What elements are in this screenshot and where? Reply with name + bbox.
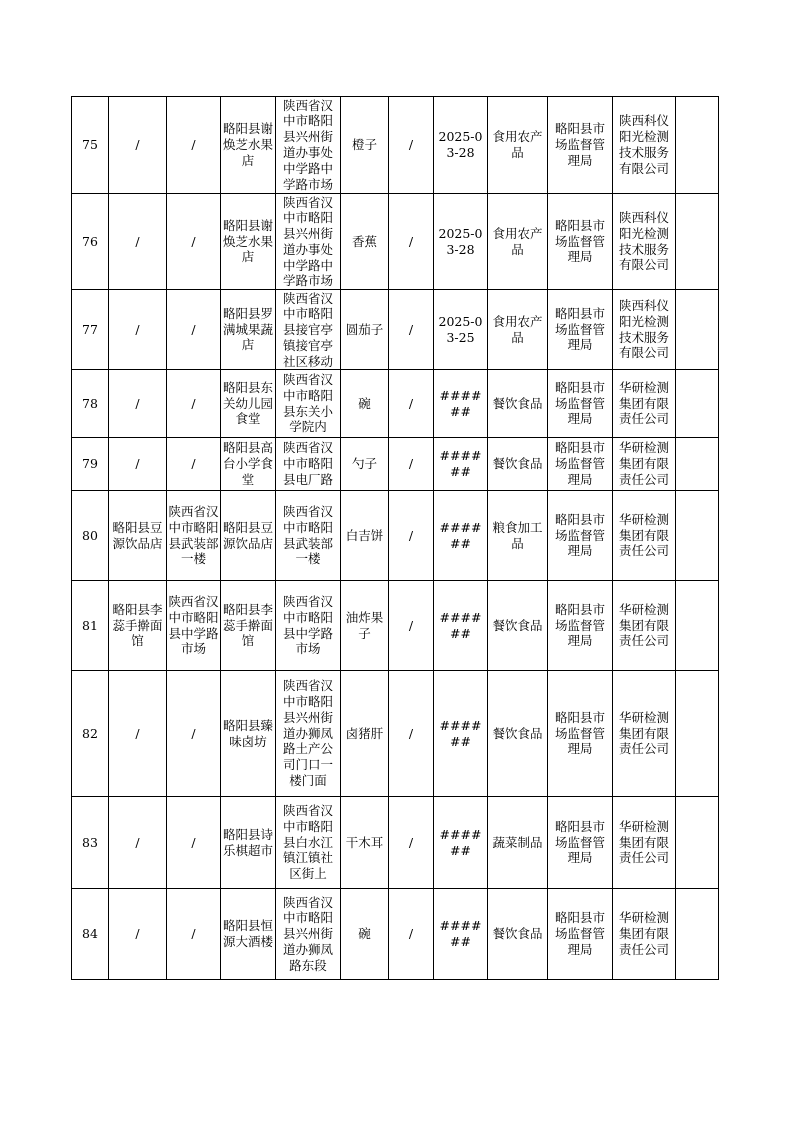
task-agency: 略阳县市场监督管理局 — [548, 581, 613, 671]
remarks — [676, 370, 719, 438]
producer-name: / — [109, 671, 167, 797]
table-row — [72, 194, 719, 290]
table-row — [72, 581, 719, 671]
sampled-store-address — [276, 438, 341, 491]
specification: / — [389, 889, 434, 980]
production-date: ###### — [434, 491, 488, 581]
food-category: 粮食加工品 — [488, 491, 548, 581]
remarks — [676, 194, 719, 290]
store-address-text: 陕西省汉中市略阳县接官亭镇接官亭社区移动 — [282, 290, 333, 369]
row-number: 79 — [72, 438, 109, 491]
producer-name: / — [109, 438, 167, 491]
testing-lab: 陕西科仪阳光检测技术服务有限公司 — [613, 97, 676, 194]
sampled-store-name: 略阳县谢焕芝水果店 — [221, 97, 276, 194]
sample-name: 干木耳 — [341, 797, 389, 889]
row-number: 83 — [72, 797, 109, 889]
sampled-store-address — [276, 581, 341, 671]
producer-address: / — [167, 370, 221, 438]
store-address-text: 陕西省汉中市略阳县白水江镇江镇社区街上 — [282, 803, 333, 882]
specification: / — [389, 797, 434, 889]
store-address-text: 陕西省汉中市略阳县兴州街道办狮凤路东段 — [282, 894, 333, 973]
remarks — [676, 581, 719, 671]
specification: / — [389, 491, 434, 581]
row-number: 78 — [72, 370, 109, 438]
sample-name: 橙子 — [341, 97, 389, 194]
production-date: ###### — [434, 581, 488, 671]
row-number: 81 — [72, 581, 109, 671]
task-agency: 略阳县市场监督管理局 — [548, 370, 613, 438]
task-agency: 略阳县市场监督管理局 — [548, 889, 613, 980]
sample-name: 碗 — [341, 889, 389, 980]
producer-name: / — [109, 97, 167, 194]
production-date: ###### — [434, 671, 488, 797]
table-row — [72, 438, 719, 491]
food-category: 餐饮食品 — [488, 889, 548, 980]
sampled-store-name: 略阳县臻味卤坊 — [221, 671, 276, 797]
sampled-store-address — [276, 671, 341, 797]
sampled-store-name: 略阳县高台小学食堂 — [221, 438, 276, 491]
task-agency: 略阳县市场监督管理局 — [548, 671, 613, 797]
specification: / — [389, 581, 434, 671]
remarks — [676, 97, 719, 194]
sampled-store-name: 略阳县罗满城果蔬店 — [221, 290, 276, 370]
table-row — [72, 671, 719, 797]
production-date: ###### — [434, 797, 488, 889]
specification: / — [389, 671, 434, 797]
producer-address: / — [167, 671, 221, 797]
sample-name: 勺子 — [341, 438, 389, 491]
store-address-text: 陕西省汉中市略阳县武装部一楼 — [282, 503, 333, 567]
store-address-text: 陕西省汉中市略阳县兴州街道办狮凤路土产公司门口一楼门面 — [282, 678, 333, 788]
production-date: ###### — [434, 370, 488, 438]
remarks — [676, 797, 719, 889]
production-date: 2025-03-28 — [434, 194, 488, 290]
sampled-store-address — [276, 491, 341, 581]
specification: / — [389, 194, 434, 290]
producer-name: / — [109, 194, 167, 290]
producer-name: / — [109, 797, 167, 889]
producer-address: / — [167, 97, 221, 194]
row-number: 82 — [72, 671, 109, 797]
production-date: 2025-03-25 — [434, 290, 488, 370]
food-category: 食用农产品 — [488, 290, 548, 370]
food-category: 餐饮食品 — [488, 581, 548, 671]
production-date: ###### — [434, 889, 488, 980]
sampled-store-name: 略阳县诗乐棋超市 — [221, 797, 276, 889]
table-row — [72, 797, 719, 889]
table-row — [72, 290, 719, 370]
sample-name: 碗 — [341, 370, 389, 438]
table-row — [72, 491, 719, 581]
store-address-text: 陕西省汉中市略阳县中学路市场 — [282, 593, 333, 657]
sampling-results-table — [71, 96, 719, 980]
table-row — [72, 370, 719, 438]
testing-lab: 华研检测集团有限责任公司 — [613, 671, 676, 797]
task-agency: 略阳县市场监督管理局 — [548, 797, 613, 889]
remarks — [676, 491, 719, 581]
sample-name: 白吉饼 — [341, 491, 389, 581]
specification: / — [389, 290, 434, 370]
specification: / — [389, 97, 434, 194]
sample-name: 香蕉 — [341, 194, 389, 290]
sampled-store-address — [276, 290, 341, 370]
food-category: 食用农产品 — [488, 194, 548, 290]
sample-name: 圆茄子 — [341, 290, 389, 370]
producer-name: / — [109, 290, 167, 370]
producer-address: / — [167, 889, 221, 980]
sampled-store-address — [276, 97, 341, 194]
producer-address: / — [167, 194, 221, 290]
task-agency: 略阳县市场监督管理局 — [548, 491, 613, 581]
sampled-store-name: 略阳县恒源大酒楼 — [221, 889, 276, 980]
row-number: 75 — [72, 97, 109, 194]
sampled-store-name: 略阳县东关幼儿园食堂 — [221, 370, 276, 438]
task-agency: 略阳县市场监督管理局 — [548, 194, 613, 290]
remarks — [676, 889, 719, 980]
sampled-store-address — [276, 889, 341, 980]
sampled-store-address — [276, 797, 341, 889]
producer-address: / — [167, 290, 221, 370]
producer-name: 略阳县李蕊手擀面馆 — [109, 581, 167, 671]
remarks — [676, 671, 719, 797]
sample-name: 油炸果子 — [341, 581, 389, 671]
task-agency: 略阳县市场监督管理局 — [548, 290, 613, 370]
row-number: 76 — [72, 194, 109, 290]
food-category: 食用农产品 — [488, 97, 548, 194]
producer-address: 陕西省汉中市略阳县武装部一楼 — [167, 491, 221, 581]
sampled-store-address — [276, 194, 341, 290]
testing-lab: 华研检测集团有限责任公司 — [613, 438, 676, 491]
food-category: 蔬菜制品 — [488, 797, 548, 889]
testing-lab: 华研检测集团有限责任公司 — [613, 797, 676, 889]
food-category: 餐饮食品 — [488, 370, 548, 438]
testing-lab: 陕西科仪阳光检测技术服务有限公司 — [613, 290, 676, 370]
production-date: ###### — [434, 438, 488, 491]
producer-name: 略阳县豆源饮品店 — [109, 491, 167, 581]
producer-name: / — [109, 370, 167, 438]
task-agency: 略阳县市场监督管理局 — [548, 97, 613, 194]
store-address-text: 陕西省汉中市略阳县电厂路 — [282, 440, 333, 487]
remarks — [676, 438, 719, 491]
sampled-store-name: 略阳县谢焕芝水果店 — [221, 194, 276, 290]
testing-lab: 华研检测集团有限责任公司 — [613, 370, 676, 438]
store-address-text: 陕西省汉中市略阳县兴州街道办事处中学路中学路市场 — [282, 97, 333, 192]
store-address-text: 陕西省汉中市略阳县东关小学院内 — [282, 371, 333, 435]
producer-name: / — [109, 889, 167, 980]
food-category: 餐饮食品 — [488, 671, 548, 797]
row-number: 77 — [72, 290, 109, 370]
testing-lab: 华研检测集团有限责任公司 — [613, 889, 676, 980]
testing-lab: 华研检测集团有限责任公司 — [613, 491, 676, 581]
food-category: 餐饮食品 — [488, 438, 548, 491]
producer-address: / — [167, 438, 221, 491]
sample-name: 卤猪肝 — [341, 671, 389, 797]
table-row — [72, 889, 719, 980]
remarks — [676, 290, 719, 370]
producer-address: / — [167, 797, 221, 889]
sampled-store-address — [276, 370, 341, 438]
specification: / — [389, 370, 434, 438]
row-number: 84 — [72, 889, 109, 980]
row-number: 80 — [72, 491, 109, 581]
specification: / — [389, 438, 434, 491]
task-agency: 略阳县市场监督管理局 — [548, 438, 613, 491]
production-date: 2025-03-28 — [434, 97, 488, 194]
producer-address: 陕西省汉中市略阳县中学路市场 — [167, 581, 221, 671]
testing-lab: 陕西科仪阳光检测技术服务有限公司 — [613, 194, 676, 290]
table-row — [72, 97, 719, 194]
sampled-store-name: 略阳县李蕊手擀面馆 — [221, 581, 276, 671]
testing-lab: 华研检测集团有限责任公司 — [613, 581, 676, 671]
store-address-text: 陕西省汉中市略阳县兴州街道办事处中学路中学路市场 — [282, 194, 333, 289]
sampled-store-name: 略阳县豆源饮品店 — [221, 491, 276, 581]
